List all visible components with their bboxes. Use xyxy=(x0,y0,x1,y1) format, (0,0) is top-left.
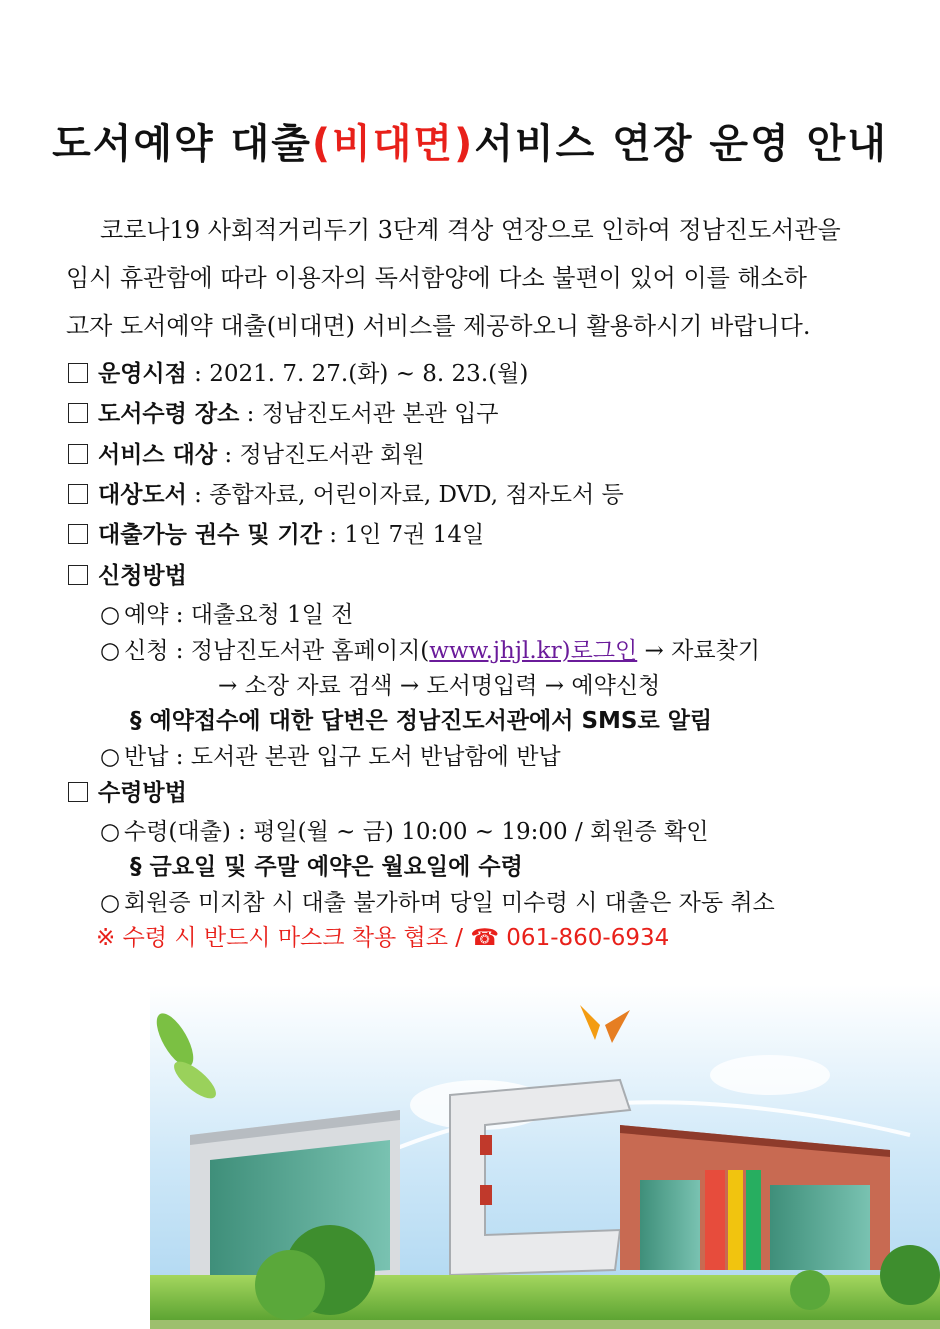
checkbox-icon xyxy=(68,565,88,585)
title-part1: 도서예약 대출 xyxy=(52,121,312,167)
item-receive: 수령방법 xyxy=(66,779,187,807)
checkbox-icon xyxy=(68,524,88,544)
item-limit: 대출가능 권수 및 기간 : 1인 7권 14일 xyxy=(66,521,484,549)
apply-note: § 예약접수에 대한 답변은 정남진도서관에서 SMS로 알림 xyxy=(130,708,713,734)
item-apply: 신청방법 xyxy=(66,562,187,590)
checkbox-icon xyxy=(68,484,88,504)
intro-line-3: 고자 도서예약 대출(비대면) 서비스를 제공하오니 활용하시기 바랍니다. xyxy=(66,312,811,340)
page-title xyxy=(0,112,940,169)
mask-warning: ※ 수령 시 반드시 마스크 착용 협조 / ☎ 061-860-6934 xyxy=(96,925,670,951)
receive-card: ○ 회원증 미지참 시 대출 불가하며 당일 미수령 시 대출은 자동 취소 xyxy=(100,890,775,916)
checkbox-icon xyxy=(68,782,88,802)
receive-note: § 금요일 및 주말 예약은 월요일에 수령 xyxy=(130,854,523,880)
apply-return: ○ 반납 : 도서관 본관 입구 도서 반납함에 반납 xyxy=(100,744,561,770)
apply-reserve: ○ 예약 : 대출요청 1일 전 xyxy=(100,602,354,628)
item-place: 도서수령 장소 : 정남진도서관 본관 입구 xyxy=(66,400,499,428)
item-period: 운영시점 : 2021. 7. 27.(화) ~ 8. 23.(월) xyxy=(66,360,528,388)
intro-line-2: 임시 휴관함에 따라 이용자의 독서함양에 다소 불편이 있어 이를 해소하 xyxy=(66,264,807,292)
checkbox-icon xyxy=(68,444,88,464)
homepage-link[interactable]: www.jhjl.kr)로그인 xyxy=(429,638,638,664)
title-part3: 서비스 연장 운영 안내 xyxy=(474,121,888,167)
receive-hours: ○ 수령(대출) : 평일(월 ~ 금) 10:00 ~ 19:00 / 회원증 확인 xyxy=(100,819,709,845)
item-books: 대상도서 : 종합자료, 어린이자료, DVD, 점자도서 등 xyxy=(66,481,624,509)
intro-line-1: 코로나19 사회적거리두기 3단계 격상 연장으로 인하여 정남진도서관을 xyxy=(100,216,841,244)
library-building-illustration xyxy=(150,985,940,1329)
apply-request-steps: → 소장 자료 검색 → 도서명입력 → 예약신청 xyxy=(218,673,661,699)
checkbox-icon xyxy=(68,403,88,423)
apply-request: ○ 신청 : 정남진도서관 홈페이지(www.jhjl.kr)로그인 → 자료찾기 xyxy=(100,638,760,664)
item-target: 서비스 대상 : 정남진도서관 회원 xyxy=(66,441,425,469)
checkbox-icon xyxy=(68,363,88,383)
title-highlight: (비대면) xyxy=(311,121,475,167)
